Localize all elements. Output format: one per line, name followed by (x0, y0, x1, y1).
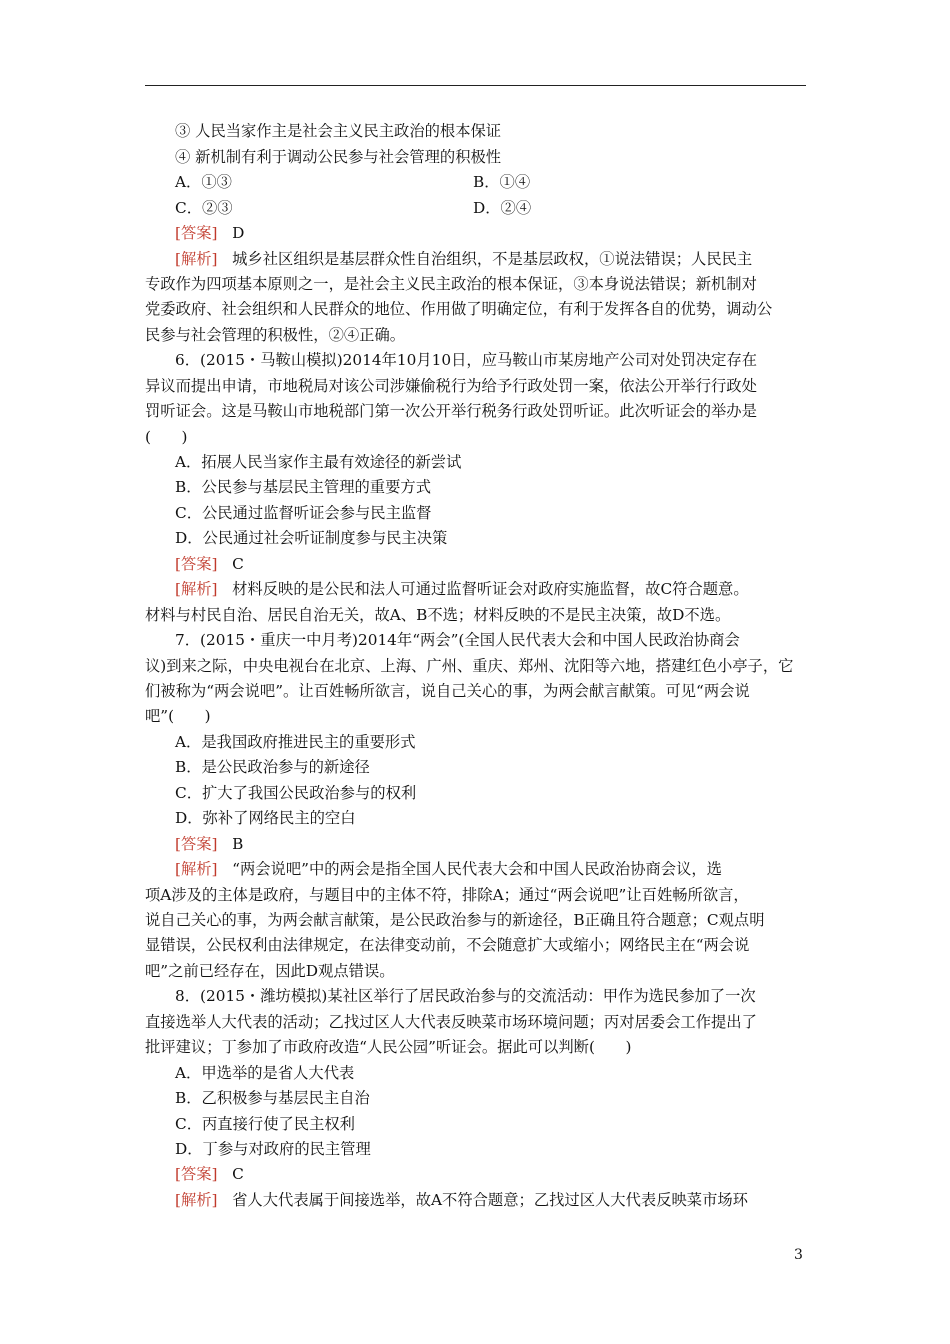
q7-stem-line-1: 7．(2015・重庆一中月考)2014年“两会”(全国人民代表大会和中国人民政治协商会 (175, 631, 740, 649)
analysis-tag: [解析] (175, 250, 218, 268)
q5-analysis-line-2: 专政作为四项基本原则之一，是社会主义民主政治的根本保证，③本身说法错误；新机制对 (145, 275, 757, 293)
analysis-tag: [解析] (175, 1191, 218, 1209)
answer-tag: [答案] (175, 835, 218, 853)
answer-tag: [答案] (175, 555, 218, 573)
q5-answer (175, 223, 244, 243)
q6-option-a: A．拓展人民当家作主最有效途径的新尝试 (175, 453, 462, 471)
q6-stem-line-3: 罚听证会。这是马鞍山市地税部门第一次公开举行税务行政处罚听证。此次听证会的举办是 (145, 402, 757, 420)
q7-option-a: A．是我国政府推进民主的重要形式 (175, 733, 416, 751)
q8-analysis-line-1 (175, 1190, 748, 1210)
q6-analysis-line-1 (175, 579, 749, 599)
q7-option-d: D．弥补了网络民主的空白 (175, 809, 356, 827)
q7-analysis-line-2: 项A涉及的主体是政府，与题目中的主体不符，排除A；通过“两会说吧”让百姓畅所欲言， (145, 886, 749, 904)
statement-4: ④ 新机制有利于调动公民参与社会管理的积极性 (175, 148, 502, 166)
q5-option-c: C．②③ (175, 199, 233, 217)
q6-stem-line-1: 6．(2015・马鞍山模拟)2014年10月10日，应马鞍山市某房地产公司对处罚决定存在 (175, 351, 758, 369)
q6-option-c: C．公民通过监督听证会参与民主监督 (175, 504, 432, 522)
q8-option-d: D．丁参与对政府的民主管理 (175, 1140, 371, 1158)
q5-analysis-line-3: 党委政府、社会组织和人民群众的地位、作用做了明确定位，有利于发挥各自的优势，调动公 (145, 300, 773, 318)
q5-option-a: A．①③ (175, 173, 232, 191)
answer-tag: [答案] (175, 224, 218, 242)
q8-option-c: C．丙直接行使了民主权利 (175, 1115, 355, 1133)
q8-stem-line-1: 8．(2015・潍坊模拟)某社区举行了居民政治参与的交流活动：甲作为选民参加了一次 (175, 987, 756, 1005)
q6-stem-line-2: 异议而提出申请，市地税局对该公司涉嫌偷税行为给予行政处罚一案，依法公开举行行政处 (145, 377, 757, 395)
q7-analysis-line-3: 说自己关心的事，为两会献言献策，是公民政治参与的新途径，B正确且符合题意；C观点明 (145, 911, 765, 929)
q8-answer (175, 1164, 244, 1184)
q6-stem-line-4: ( ) (145, 428, 188, 446)
analysis-text: “两会说吧”中的两会是指全国人民代表大会和中国人民政治协商会议，选 (232, 860, 722, 878)
q8-stem-line-2: 直接选举人大代表的活动；乙找过区人大代表反映菜市场环境问题；丙对居委会工作提出了 (145, 1013, 757, 1031)
q8-option-a: A．甲选举的是省人大代表 (175, 1064, 355, 1082)
answer-value: B (232, 835, 244, 853)
answer-tag: [答案] (175, 1165, 218, 1183)
answer-value: D (232, 224, 245, 242)
header-rule (145, 85, 806, 86)
analysis-tag: [解析] (175, 860, 218, 878)
q7-option-b: B．是公民政治参与的新途径 (175, 758, 370, 776)
analysis-text: 城乡社区组织是基层群众性自治组织，不是基层政权，①说法错误；人民民主 (232, 250, 753, 268)
analysis-text: 省人大代表属于间接选举，故A不符合题意；乙找过区人大代表反映菜市场环 (232, 1191, 748, 1209)
q7-analysis-line-1 (175, 859, 722, 879)
q5-analysis-line-1 (175, 249, 752, 269)
q7-stem-line-4: 吧”( ) (145, 707, 211, 725)
q5-option-d: D．②④ (473, 199, 532, 217)
q7-option-c: C．扩大了我国公民政治参与的权利 (175, 784, 417, 802)
q8-stem-line-3: 批评建议；丁参加了市政府改造“人民公园”听证会。据此可以判断( ) (145, 1038, 632, 1056)
q5-option-b: B．①④ (473, 173, 531, 191)
q7-analysis-line-4: 显错误，公民权利由法律规定，在法律变动前，不会随意扩大或缩小；网络民主在“两会说 (145, 936, 750, 954)
q8-option-b: B．乙积极参与基层民主自治 (175, 1089, 370, 1107)
analysis-text: 材料反映的是公民和法人可通过监督听证会对政府实施监督，故C符合题意。 (232, 580, 749, 598)
answer-value: C (232, 1165, 244, 1183)
q7-stem-line-2: 议)到来之际，中央电视台在北京、上海、广州、重庆、郑州、沈阳等六地，搭建红色小亭子，它 (145, 657, 794, 675)
q6-option-b: B．公民参与基层民主管理的重要方式 (175, 478, 431, 496)
q7-answer (175, 834, 243, 854)
statement-3: ③ 人民当家作主是社会主义民主政治的根本保证 (175, 122, 502, 140)
q7-analysis-line-5: 吧”之前已经存在，因此D观点错误。 (145, 962, 395, 980)
answer-value: C (232, 555, 244, 573)
page-number: 3 (794, 1247, 803, 1263)
q6-answer (175, 554, 244, 574)
q7-stem-line-3: 们被称为“两会说吧”。让百姓畅所欲言，说自己关心的事，为两会献言献策。可见“两会说 (145, 682, 750, 700)
q6-analysis-line-2: 材料与村民自治、居民自治无关，故A、B不选；材料反映的不是民主决策，故D不选。 (145, 606, 731, 624)
q5-analysis-line-4: 民参与社会管理的积极性，②④正确。 (145, 326, 406, 344)
analysis-tag: [解析] (175, 580, 218, 598)
q6-option-d: D．公民通过社会听证制度参与民主决策 (175, 529, 448, 547)
